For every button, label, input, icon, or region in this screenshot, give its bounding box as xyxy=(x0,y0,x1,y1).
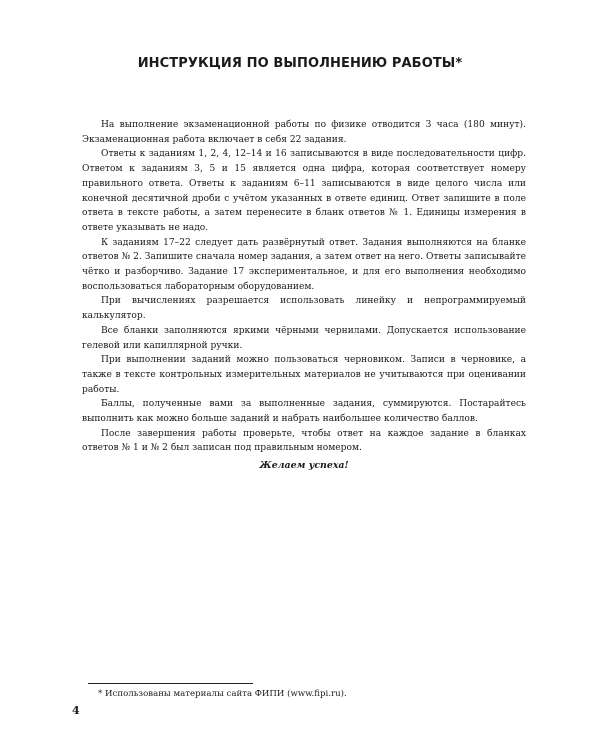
paragraph-ink: Все бланки заполняются яркими чёрными чернилами. Допускается использование гелевой или капиллярной ручки. xyxy=(82,325,526,351)
paragraph-scoring: Баллы, полученные вами за выполненные задания, суммируются. Постарайтесь выполнить как можно больше заданий и набрать наибольшее количество баллов. xyxy=(82,399,526,425)
paragraph-short-answers: Ответы к заданиям 1, 2, 4, 12–14 и 16 записываются в виде последовательности цифр. Ответом к заданиям 3, 5 и 15 является одна цифра, которая соответствует номеру правильного ответа. Ответы к заданиям 6–11 записываются в виде целого числа или конечной десятичной дроби с учётом указанных в ответе единиц. Ответ запишите в поле ответа в тексте работы, а затем перенесите в бланк ответов № 1. Единицы измерения в ответе указывать не надо. xyxy=(82,149,526,233)
page-title: ИНСТРУКЦИЯ ПО ВЫПОЛНЕНИЮ РАБОТЫ* xyxy=(137,56,463,71)
paragraph-calculator: При вычислениях разрешается использовать линейку и непрограммируемый калькулятор. xyxy=(82,296,526,322)
paragraph-draft: При выполнении заданий можно пользоваться черновиком. Записи в черновике, а также в тексте контрольных измерительных материалов не учитываются при оценивании работы. xyxy=(82,355,526,395)
instructions-body xyxy=(82,118,526,474)
footnote: * Использованы материалы сайта ФИПИ (www.fipi.ru). xyxy=(98,689,347,699)
footnote-divider xyxy=(88,683,253,684)
paragraph-check: После завершения работы проверьте, чтобы ответ на каждое задание в бланках ответов № 1 и № 2 был записан под правильным номером. xyxy=(82,428,526,454)
closing-wish: Желаем успеха! xyxy=(259,460,349,472)
paragraph-extended-answers: К заданиям 17–22 следует дать развёрнутый ответ. Задания выполняются на бланке ответов № 2. Запишите сначала номер задания, а затем ответ на него. Ответы записывайте чётко и разборчиво. Задание 17 экспериментальное, и для его выполнения необходимо воспользоваться лабораторным оборудованием. xyxy=(82,237,526,292)
page-number: 4 xyxy=(72,704,80,717)
paragraph-time: На выполнение экзаменационной работы по физике отводится 3 часа (180 минут). Экзаменационная работа включает в себя 22 задания. xyxy=(82,120,526,145)
